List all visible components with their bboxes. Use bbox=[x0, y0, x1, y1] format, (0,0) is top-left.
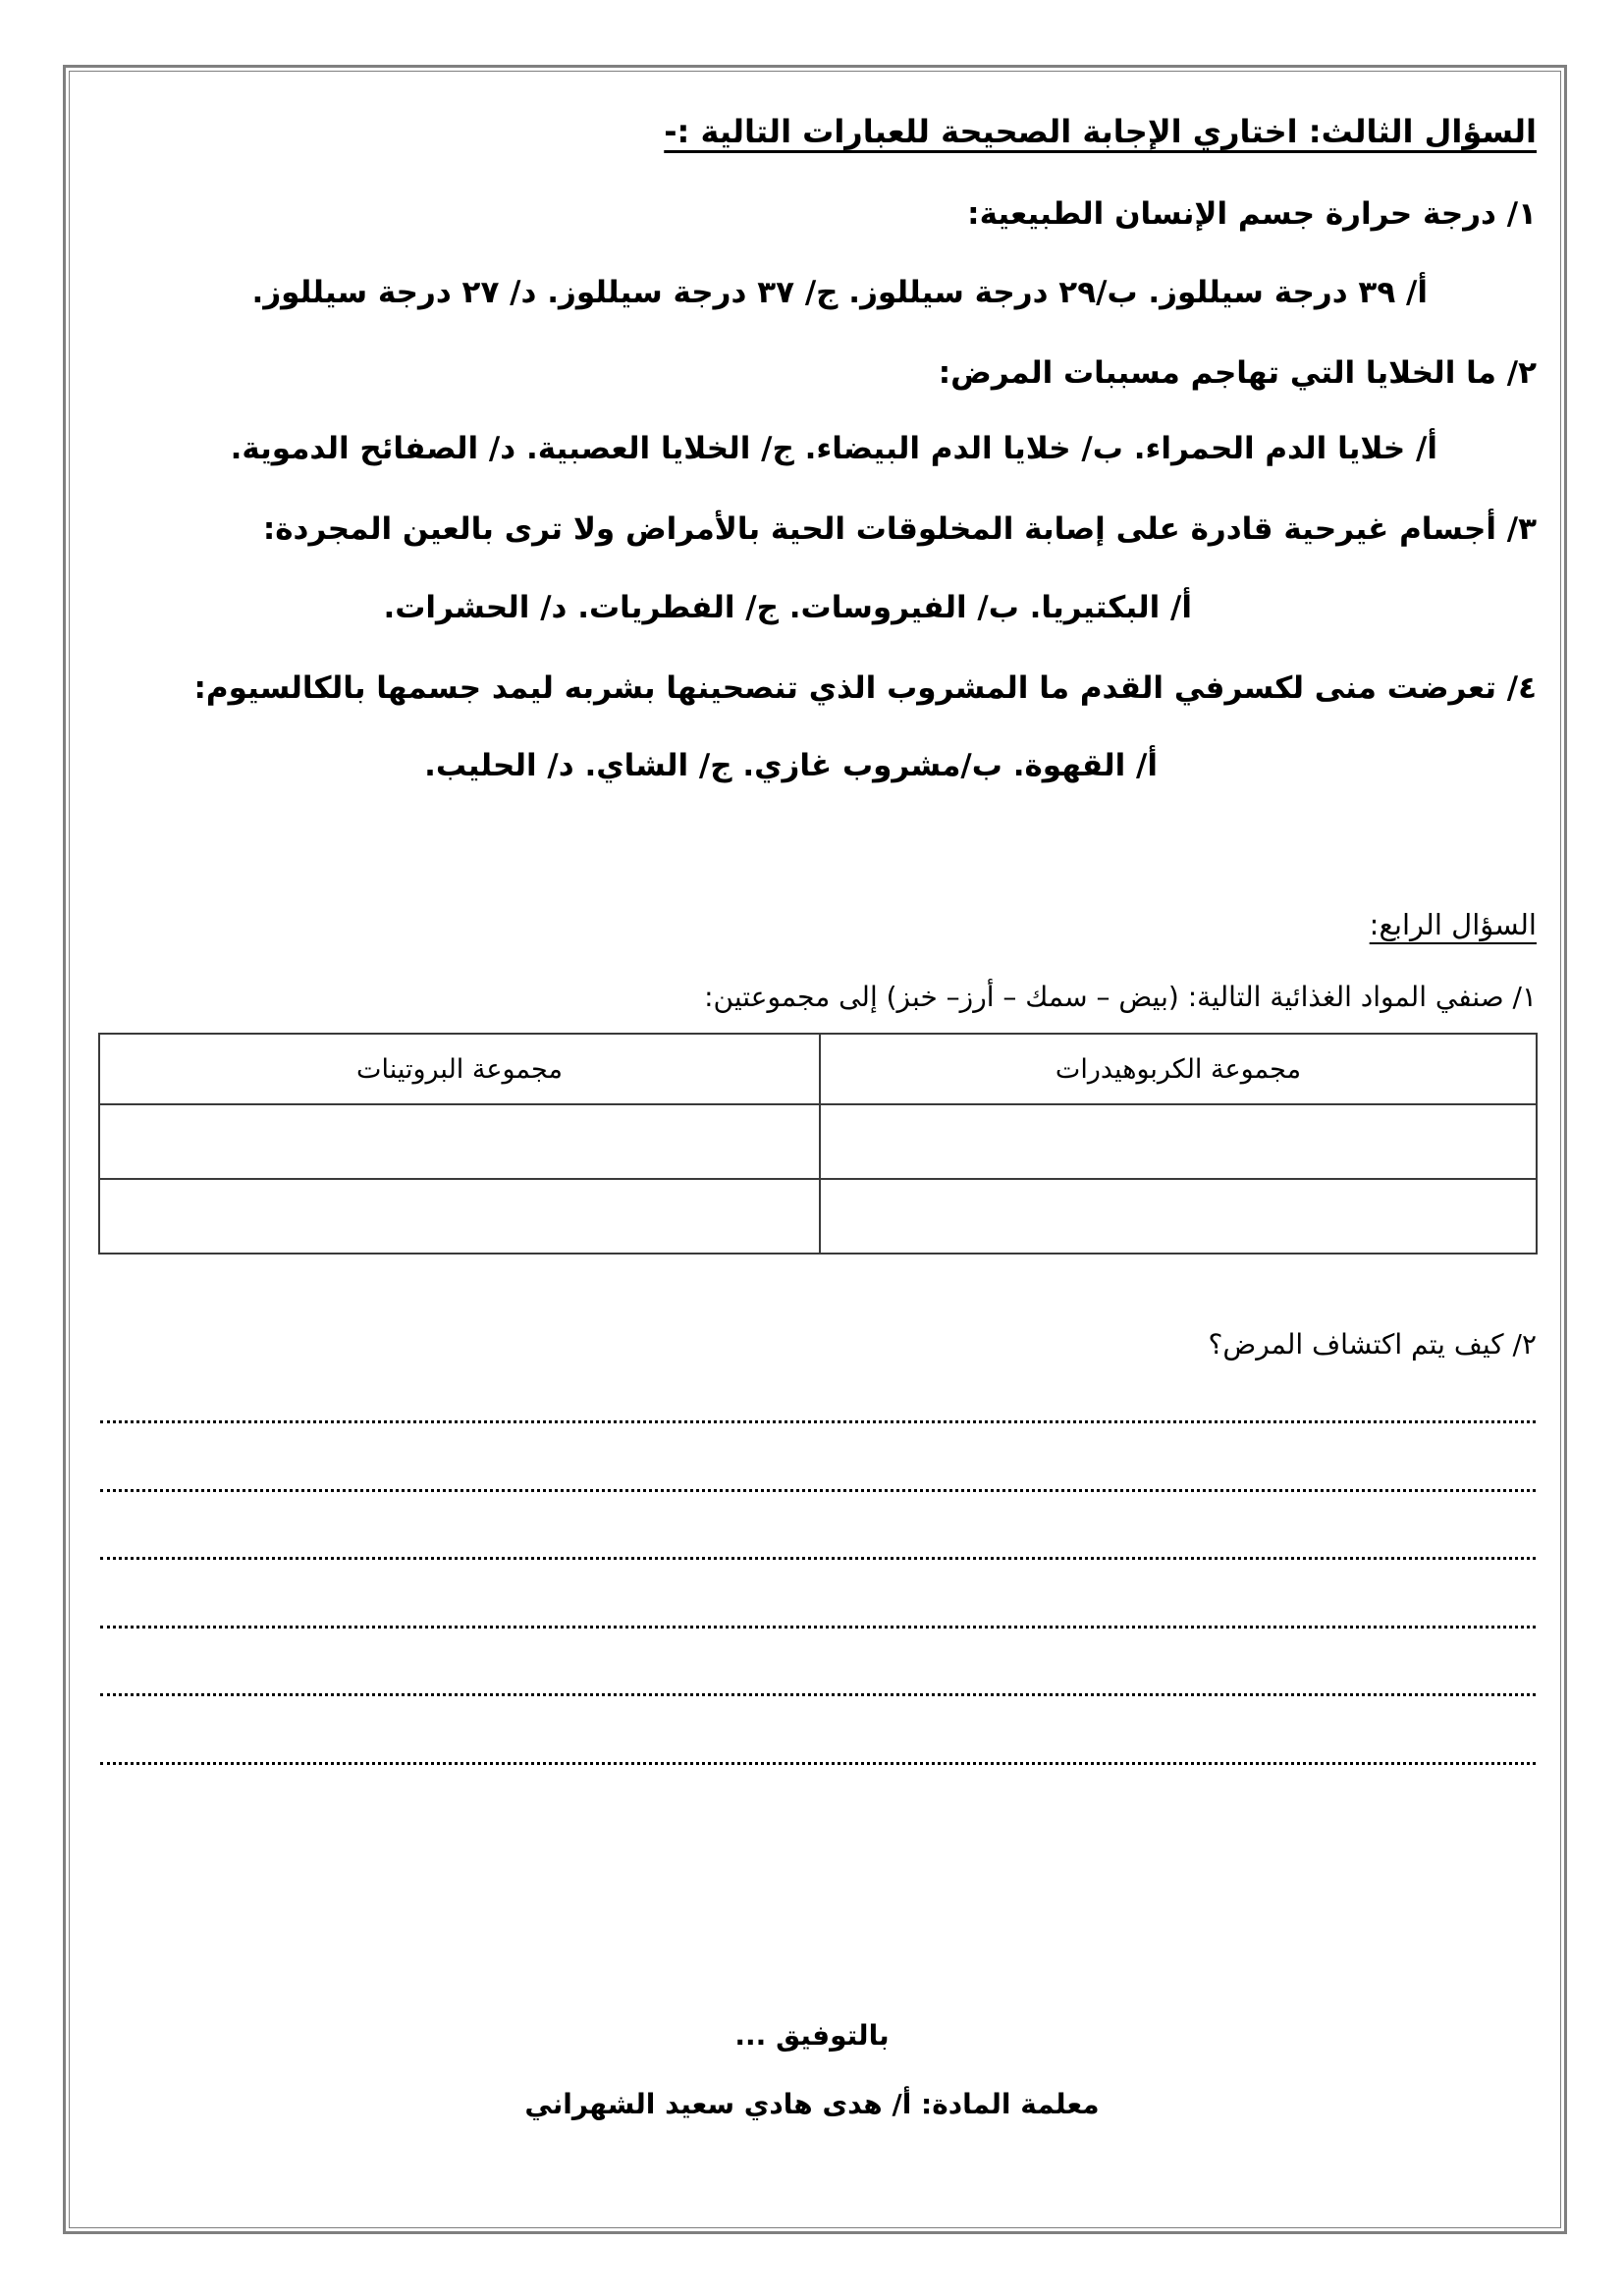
proteins-answer-cell[interactable] bbox=[99, 1179, 820, 1254]
answer-line[interactable] bbox=[100, 1624, 1536, 1629]
proteins-column-header: مجموعة البروتينات bbox=[99, 1034, 820, 1104]
disease-detection-prompt: ٢/ كيف يتم اكتشاف المرض؟ bbox=[1208, 1328, 1537, 1361]
answer-line[interactable] bbox=[100, 1691, 1536, 1696]
table-row bbox=[99, 1179, 1537, 1254]
carbohydrates-answer-cell[interactable] bbox=[820, 1179, 1537, 1254]
carbohydrates-column-header: مجموعة الكربوهيدرات bbox=[820, 1034, 1537, 1104]
answer-line[interactable] bbox=[100, 1555, 1536, 1560]
question3-item-3: ٣/ أجسام غيرحية قادرة على إصابة المخلوقات الحية بالأمراض ولا ترى بالعين المجردة: bbox=[262, 511, 1537, 547]
proteins-answer-cell[interactable] bbox=[99, 1104, 820, 1179]
question3-item-2: ٢/ ما الخلايا التي تهاجم مسببات المرض: bbox=[938, 355, 1537, 391]
question4-heading: السؤال الرابع: bbox=[1369, 908, 1537, 941]
sort-foods-prompt: ١/ صنفي المواد الغذائية التالية: (بيض – سمك – أرز– خبز) إلى مجموعتين: bbox=[704, 981, 1537, 1013]
question3-item-4-options: أ/ القهوة. ب/مشروب غازي. ج/ الشاي. د/ الحليب. bbox=[424, 748, 1158, 783]
answer-line[interactable] bbox=[100, 1418, 1536, 1423]
carbohydrates-answer-cell[interactable] bbox=[820, 1104, 1537, 1179]
table-row bbox=[99, 1104, 1537, 1179]
closing-text: بالتوفيق ... bbox=[734, 2019, 890, 2052]
answer-line[interactable] bbox=[100, 1760, 1536, 1765]
question3-item-1: ١/ درجة حرارة جسم الإنسان الطبيعية: bbox=[967, 196, 1537, 232]
question3-heading: السؤال الثالث: اختاري الإجابة الصحيحة للعبارات التالية :- bbox=[664, 113, 1537, 150]
question3-item-3-options: أ/ البكتيريا. ب/ الفيروسات. ج/ الفطريات. د/ الحشرات. bbox=[383, 590, 1192, 625]
teacher-name: معلمة المادة: أ/ هدى هادي سعيد الشهراني bbox=[524, 2088, 1100, 2120]
question3-item-2-options: أ/ خلايا الدم الحمراء. ب/ خلايا الدم البيضاء. ج/ الخلايا العصبية. د/ الصفائح الدموية. bbox=[230, 431, 1437, 466]
answer-line[interactable] bbox=[100, 1487, 1536, 1492]
question3-item-4: ٤/ تعرضت منى لكسرفي القدم ما المشروب الذي تنصحينها بشربه ليمد جسمها بالكالسيوم: bbox=[193, 670, 1537, 706]
food-groups-table bbox=[98, 1033, 1538, 1255]
table-header-row bbox=[99, 1034, 1537, 1104]
question3-item-1-options: أ/ ٣٩ درجة سيللوز. ب/٢٩ درجة سيللوز. ج/ ٣٧ درجة سيللوز. د/ ٢٧ درجة سيللوز. bbox=[251, 275, 1428, 310]
